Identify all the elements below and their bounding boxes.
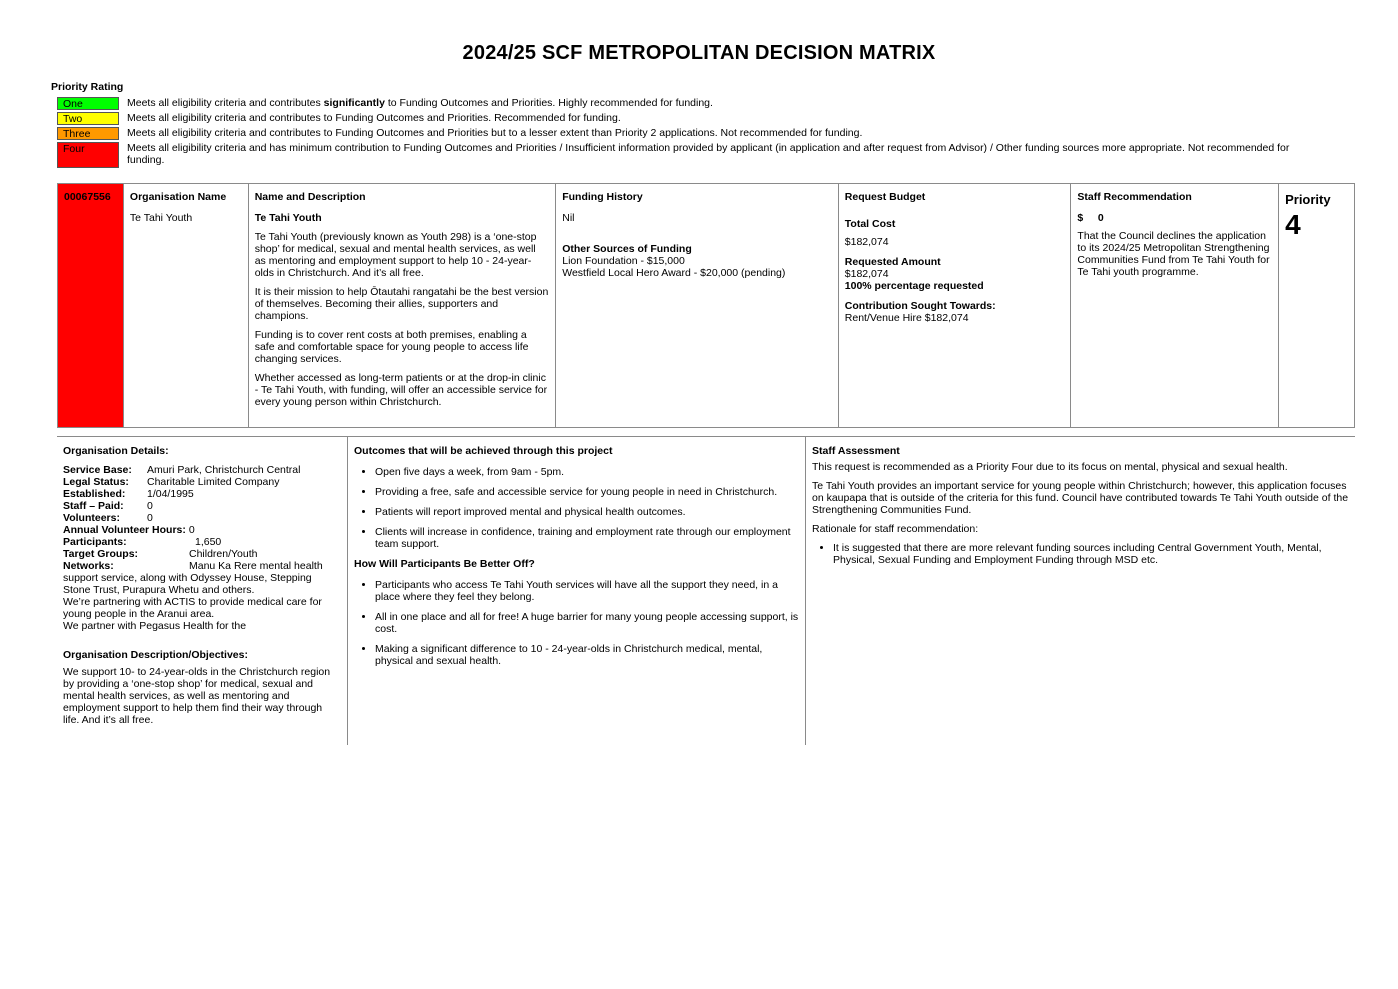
priority-one-text-bold: significantly	[323, 97, 385, 109]
detail-volunteer-hours	[63, 524, 341, 536]
description-header: Name and Description	[254, 191, 366, 203]
rationale-label: Rationale for staff recommendation:	[812, 523, 979, 535]
organisation-cell	[124, 184, 249, 427]
priority-legend	[57, 97, 1317, 170]
priority-three-swatch: Three	[57, 127, 119, 140]
funding-history-cell	[556, 184, 839, 427]
description-paragraph: Whether accessed as long-term patients or at the drop-in clinic - Te Tahi Youth, with funding, will offer an accessible service for every young person within Christchurch.	[254, 372, 548, 408]
funding-history-header: Funding History	[562, 191, 643, 203]
other-sources-header: Other Sources of Funding	[562, 243, 692, 255]
application-table	[57, 183, 1355, 428]
page-title: 2024/25 SCF METROPOLITAN DECISION MATRIX	[462, 42, 936, 64]
better-off-list	[354, 579, 799, 667]
staff-recommendation-cell	[1071, 184, 1279, 427]
assessment-paragraph: This request is recommended as a Priority Four due to its focus on mental, physical and sexual health.	[812, 461, 1288, 473]
description-paragraph: It is their mission to help Ōtautahi rangatahi be the best version of themselves. Becoming their allies, supporters and champions.	[254, 286, 549, 322]
list-item: • It is suggested that there are more relevant funding sources including Central Government Youth, Mental, Physical, Sexual Funding and Employment Funding through MSD etc.	[833, 542, 1349, 566]
detail-key: Legal Status:	[63, 476, 129, 488]
detail-value: Charitable Limited Company	[147, 476, 280, 488]
priority-header: Priority	[1285, 192, 1331, 207]
detail-networks-extra: We’re partnering with ACTIS to provide medical care for young people in the Aranui area.	[63, 596, 322, 620]
legend-row-four	[57, 142, 1317, 168]
detail-value: 1,650	[195, 536, 222, 548]
detail-service-base	[63, 464, 341, 476]
detail-key: Established:	[63, 488, 126, 500]
total-cost-value: $182,074	[844, 236, 889, 248]
staff-assessment-header: Staff Assessment	[812, 445, 900, 457]
priority-four-text: Meets all eligibility criteria and has minimum contribution to Funding Outcomes and Priorities / Insufficient information provided by applicant (in application and after request from Advisor) / Other funding sources more appropriate. Not recommended for funding.	[127, 142, 1290, 166]
percentage-requested: 100% percentage requested	[844, 280, 984, 292]
detail-key: Participants:	[63, 536, 127, 548]
funding-history-value: Nil	[562, 212, 575, 224]
total-cost-label: Total Cost	[844, 218, 896, 230]
priority-one-swatch: One	[57, 97, 119, 110]
other-source: Westfield Local Hero Award - $20,000 (pending)	[562, 267, 786, 279]
priority-one-text	[127, 97, 713, 109]
detail-key: Target Groups:	[63, 548, 139, 560]
list-item: • Open five days a week, from 9am - 5pm.	[375, 466, 799, 478]
detail-key: Volunteers:	[63, 512, 120, 524]
list-item: • Providing a free, safe and accessible service for young people in need in Christchurch.	[375, 486, 799, 498]
description-paragraph: Funding is to cover rent costs at both premises, enabling a safe and comfortable space for young people to access life changing services.	[254, 329, 529, 365]
staff-recommendation-text: That the Council declines the application to its 2024/25 Metropolitan Strengthening Communities Fund from Te Tahi Youth for Te Tahi youth programme.	[1077, 230, 1270, 278]
priority-one-text-b: to Funding Outcomes and Priorities. Highly recommended for funding.	[384, 97, 713, 109]
detail-value: 1/04/1995	[147, 488, 194, 500]
outcomes-column	[348, 437, 806, 745]
detail-established	[63, 488, 341, 500]
detail-value: Amuri Park, Christchurch Central	[147, 464, 301, 476]
detail-key: Service Base:	[63, 464, 132, 476]
list-item: • Making a significant difference to 10 - 24-year-olds in Christchurch medical, mental, physical and sexual health.	[375, 643, 799, 667]
organisation-description-header: Organisation Description/Objectives:	[63, 649, 248, 661]
project-name: Te Tahi Youth	[254, 212, 322, 224]
organisation-header: Organisation Name	[129, 191, 227, 203]
list-item: • Participants who access Te Tahi Youth services will have all the support they need, in a place where they feel they belong.	[375, 579, 799, 603]
requested-amount-value: $182,074	[844, 268, 889, 280]
organisation-details-header: Organisation Details:	[63, 445, 169, 457]
contribution-value: Rent/Venue Hire $182,074	[844, 312, 969, 324]
assessment-paragraph: Te Tahi Youth provides an important service for young people within Christchurch; however, this application focuses on kaupapa that is outside of the criteria for this fund. Council have contributed towards Te Tahi Youth outside of the Strengthening Communities Fund.	[812, 480, 1349, 516]
request-budget-cell	[839, 184, 1072, 427]
detail-key: Networks:	[63, 560, 114, 572]
better-off-header: How Will Participants Be Better Off?	[354, 558, 535, 570]
application-id-cell	[58, 184, 124, 427]
priority-two-text: Meets all eligibility criteria and contributes to Funding Outcomes and Priorities. Recommended for funding.	[127, 112, 621, 124]
priority-value: 4	[1285, 209, 1301, 240]
priority-cell	[1279, 184, 1354, 427]
description-cell	[249, 184, 557, 427]
detail-staff-paid	[63, 500, 341, 512]
priority-one-text-a: Meets all eligibility criteria and contributes	[127, 97, 324, 109]
description-paragraph: Te Tahi Youth (previously known as Youth 298) is a ‘one-stop shop’ for medical, sexual and mental health services, as well as mentoring and employment support to help 10 - 24-year-olds in Christchurch. And it’s all free.	[254, 231, 537, 279]
legend-row-one	[57, 97, 1317, 110]
detail-key: Annual Volunteer Hours:	[63, 524, 186, 536]
outcomes-header: Outcomes that will be achieved through this project	[354, 445, 613, 457]
rationale-list	[812, 542, 1349, 566]
legend-row-two	[57, 112, 1317, 125]
lower-section	[57, 437, 1355, 745]
detail-target-groups	[63, 548, 341, 560]
other-source: Lion Foundation - $15,000	[562, 255, 685, 267]
application-id: 00067556	[64, 191, 111, 203]
detail-participants	[63, 536, 341, 548]
priority-three-text: Meets all eligibility criteria and contributes to Funding Outcomes and Priorities but to a lesser extent than Priority 2 applications. Not recommended for funding.	[127, 127, 863, 139]
staff-amount: $ 0	[1077, 212, 1104, 224]
list-item: • Clients will increase in confidence, training and employment rate through our employment team support.	[375, 526, 799, 550]
outcomes-list	[354, 466, 799, 550]
organisation-description-text: We support 10- to 24-year-olds in the Christchurch region by providing a ‘one-stop shop’ for medical, sexual and mental health services, as well as mentoring and employment support to help them find their way through life. And it’s all free.	[63, 666, 331, 726]
detail-value: Manu Ka Rere mental health support service, along with Odyssey House, Stepping Stone Trust, Purapura Whetu and others.	[63, 560, 323, 596]
staff-assessment-column	[806, 437, 1355, 745]
requested-amount-label: Requested Amount	[844, 256, 941, 268]
legend-row-three	[57, 127, 1317, 140]
detail-value: Children/Youth	[189, 548, 258, 560]
list-item: • All in one place and all for free! A huge barrier for many young people accessing support, is cost.	[375, 611, 799, 635]
detail-networks-extra: We partner with Pegasus Health for the	[63, 620, 247, 632]
priority-two-swatch: Two	[57, 112, 119, 125]
list-item: • Patients will report improved mental and physical health outcomes.	[375, 506, 799, 518]
priority-rating-heading: Priority Rating	[51, 81, 124, 93]
request-budget-header: Request Budget	[844, 191, 926, 203]
staff-recommendation-header: Staff Recommendation	[1077, 191, 1192, 203]
organisation-details-column	[57, 437, 348, 745]
detail-key: Staff – Paid:	[63, 500, 124, 512]
detail-value: 0	[188, 524, 195, 536]
detail-legal-status	[63, 476, 341, 488]
detail-value: 0	[147, 500, 153, 512]
detail-networks	[63, 560, 341, 596]
priority-four-swatch: Four	[57, 142, 119, 168]
contribution-label: Contribution Sought Towards:	[844, 300, 996, 312]
detail-value: 0	[147, 512, 153, 524]
detail-volunteers	[63, 512, 341, 524]
organisation-name: Te Tahi Youth	[129, 212, 193, 224]
